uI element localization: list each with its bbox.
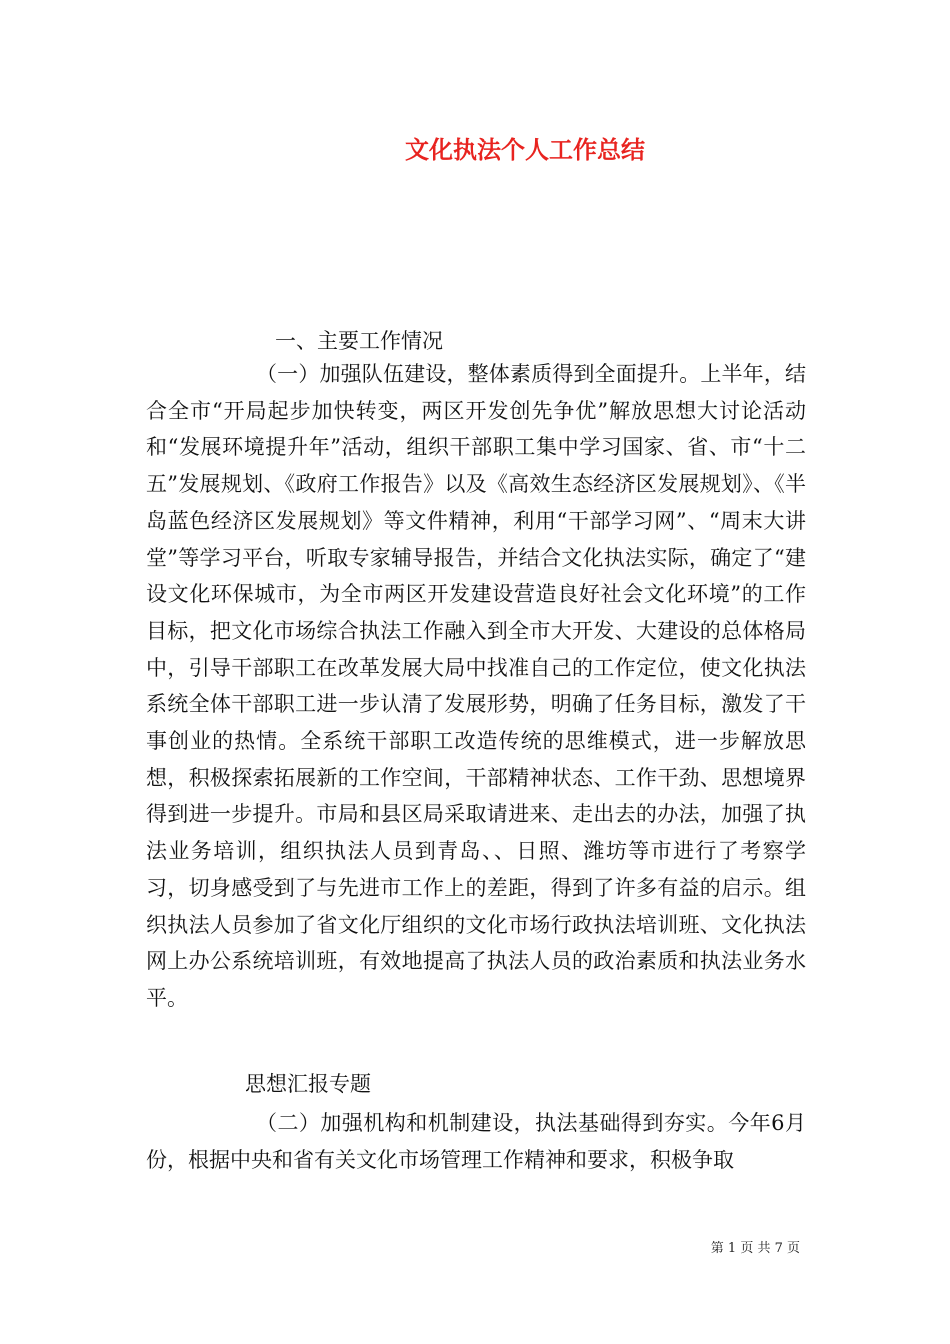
section-heading: 一、主要工作情况 — [275, 329, 443, 353]
subtitle-text: 思想汇报专题 — [245, 1072, 371, 1096]
body-paragraph-1: （一）加强队伍建设，整体素质得到全面提升。上半年，结合全市“开局起步加快转变，两区开发创先争优”解放思想大讨论活动和“发展环境提升年”活动，组织干部职工集中学习国家、省、市“十二五”发展规划、《政府工作报告》以及《高效生态经济区发展规划》、《半岛蓝色经济区发展规划》等文件精神，利用“干部学习网”、“周末大讲堂”等学习平台，听取专家辅导报告，并结合文化执法实际，确定了“建设文化环保城市，为全市两区开发建设营造良好社会文化环境”的工作目标，把文化市场综合执法工作融入到全市大开发、大建设的总体格局中，引导干部职工在改革发展大局中找准自己的工作定位，使文化执法系统全体干部职工进一步认清了发展形势，明确了任务目标，激发了干事创业的热情。全系统干部职工改造传统的思维模式，进一步解放思想，积极探索拓展新的工作空间，干部精神状态、工作干劲、思想境界得到进一步提升。市局和县区局采取请进来、走出去的办法，加强了执法业务培训，组织执法人员到青岛、、日照、潍坊等市进行了考察学习，切身感受到了与先进市工作上的差距，得到了许多有益的启示。组织执法人员参加了省文化厅组织的文化市场行政执法培训班、文化执法网上办公系统培训班，有效地提高了执法人员的政治素质和执法业务水平。 — [146, 362, 806, 1010]
body-paragraph-2: （二）加强机构和机制建设，执法基础得到夯实。今年6月份，根据中央和省有关文化市场管理工作精神和要求，积极争取 — [146, 1111, 806, 1172]
document-title: 文化执法个人工作总结 — [405, 135, 645, 164]
page-number-footer: 第 1 页 共 7 页 — [710, 1241, 800, 1256]
